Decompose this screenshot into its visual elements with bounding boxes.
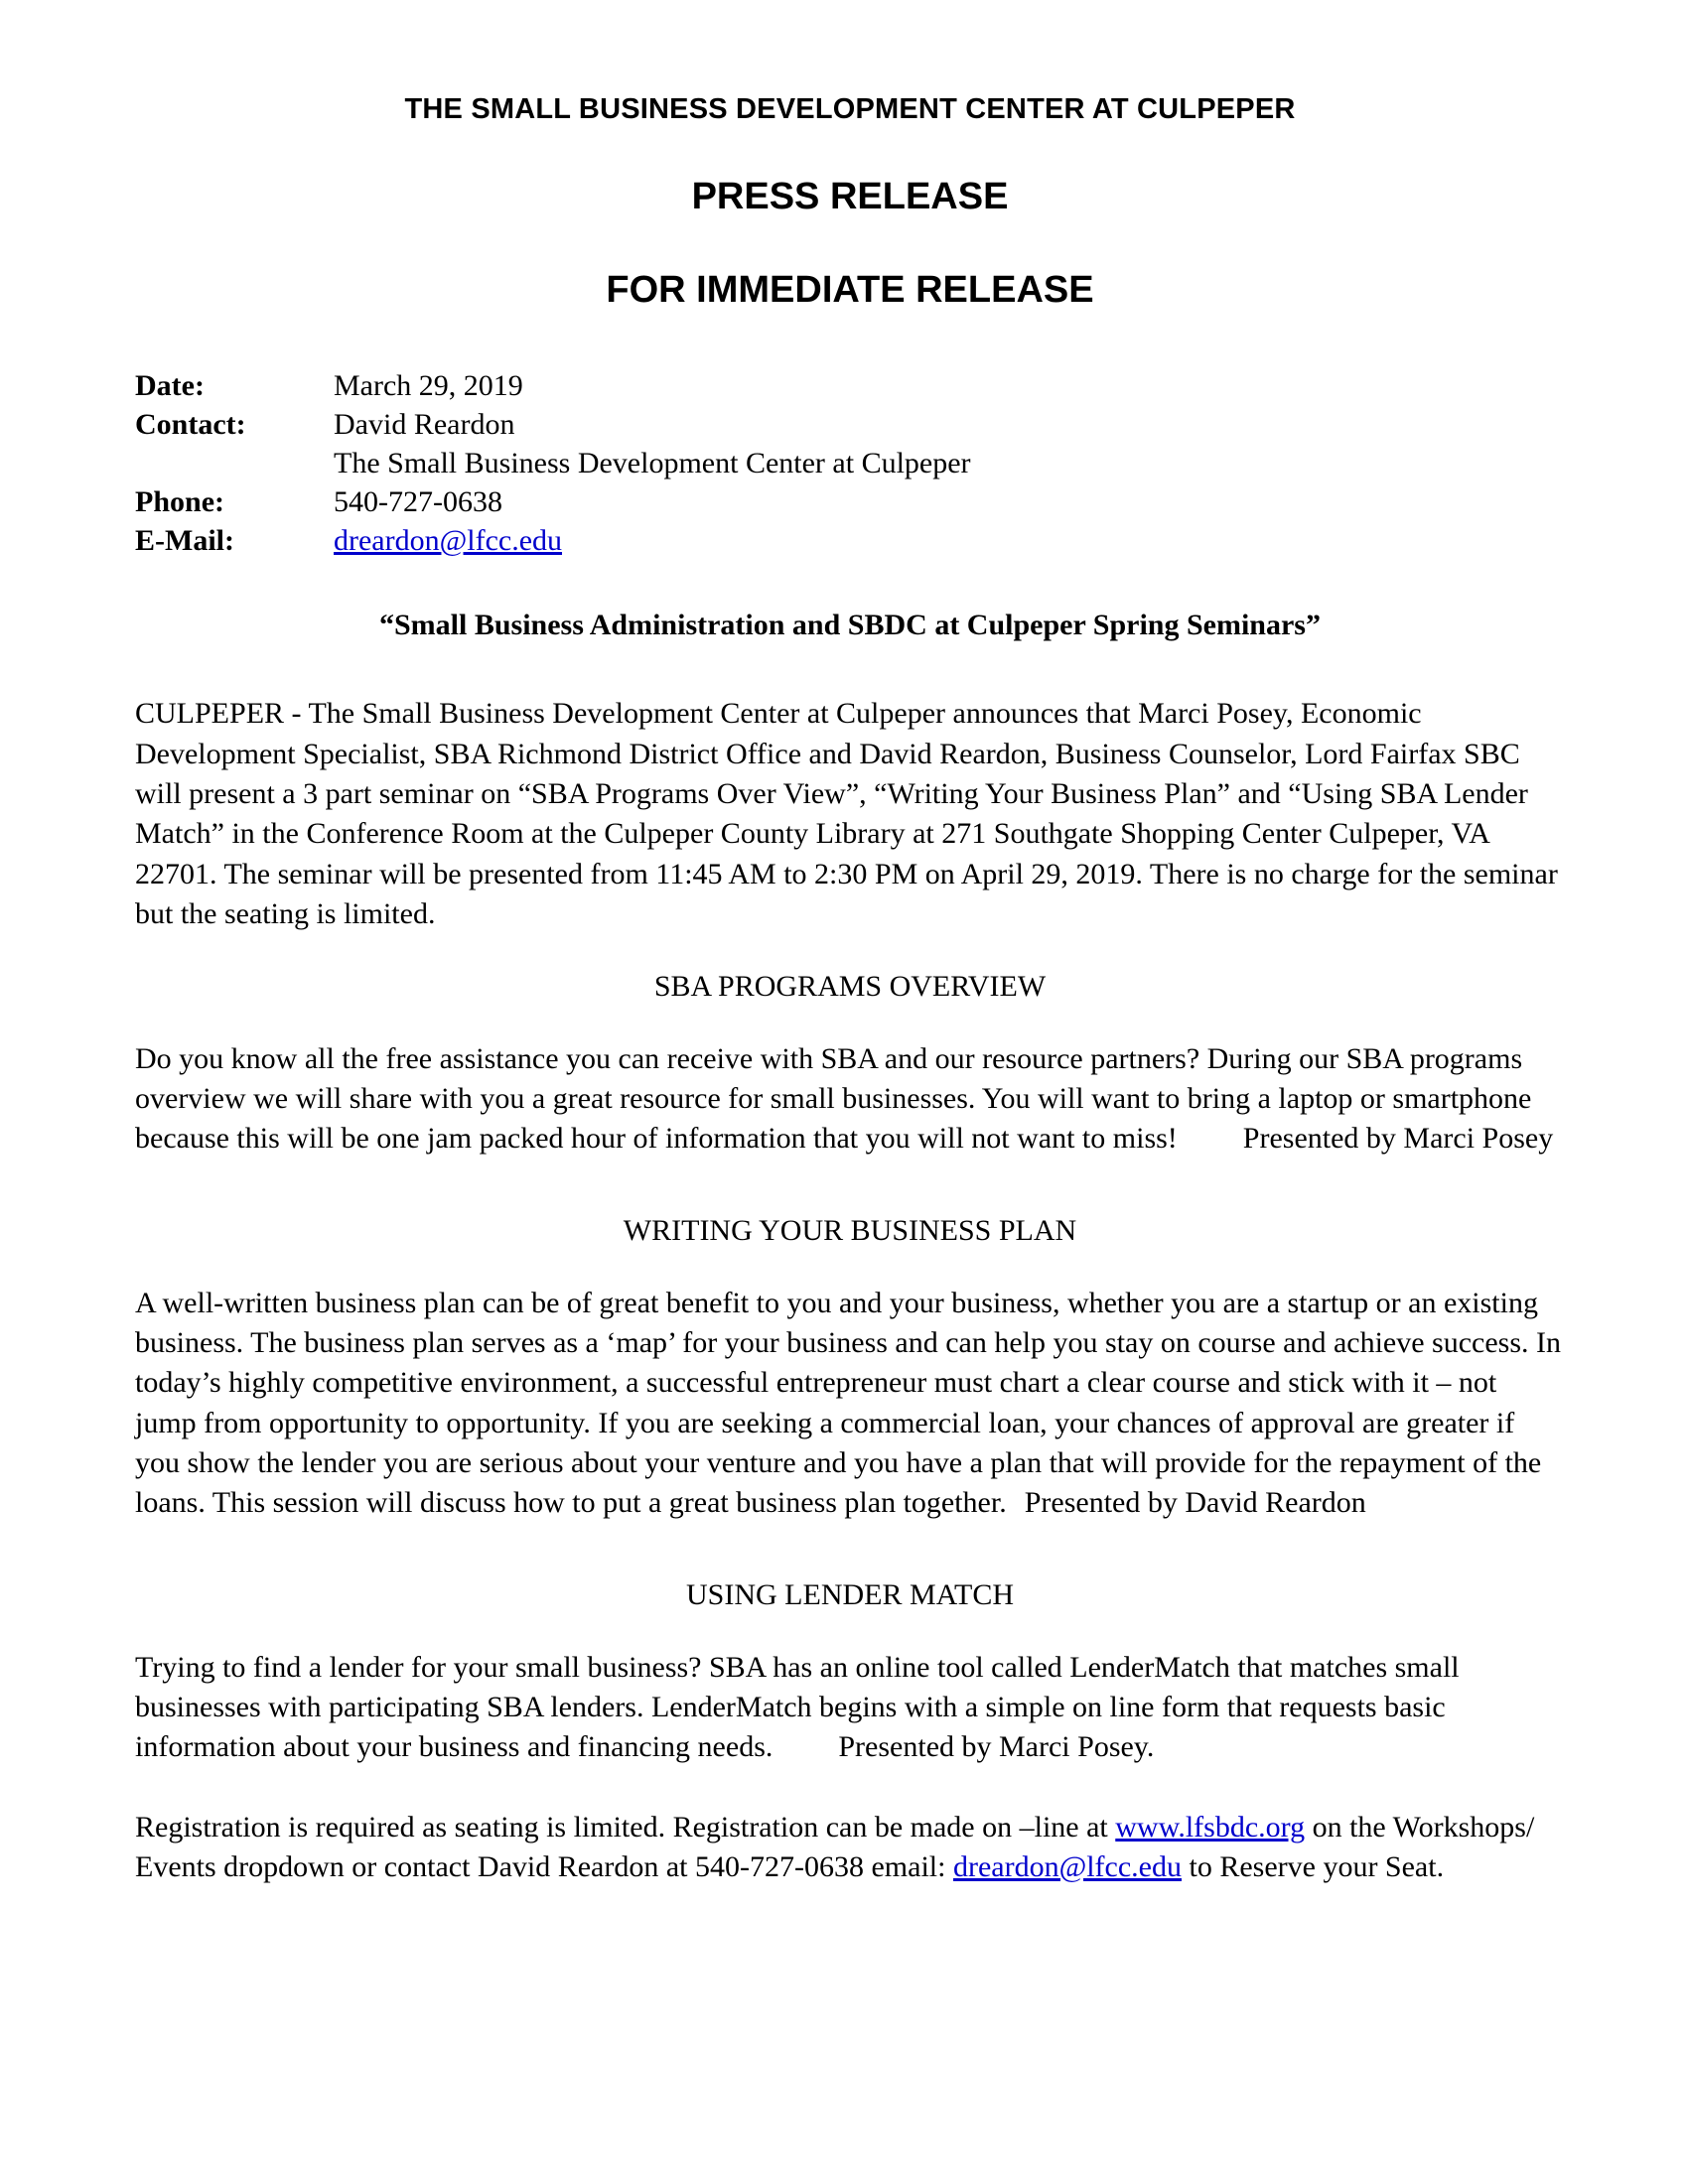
- registration-text-part3: to Reserve your Seat.: [1189, 1849, 1445, 1883]
- immediate-release-notice: FOR IMMEDIATE RELEASE: [606, 268, 1094, 311]
- section-0-text: Do you know all the free assistance you can receive with SBA and our resource partners? During our SBA programs overview we will share with you a great resource for small businesses. You will want to bring a laptop or smartphone because this will be one jam packed hour of information that you will not want to miss!: [135, 1041, 1532, 1156]
- section-paragraph-using-lender-match: [135, 1648, 1565, 1768]
- section-heading-sba-programs-overview: SBA PROGRAMS OVERVIEW: [653, 969, 1047, 1003]
- date-value: March 29, 2019: [334, 369, 523, 403]
- contact-row-date: [135, 366, 1565, 405]
- spacer-before-registration: [135, 1768, 1565, 1808]
- contact-org-value: The Small Business Development Center at Culpeper: [334, 447, 971, 480]
- website-link[interactable]: www.lfsbdc.org: [1115, 1810, 1306, 1843]
- email-link[interactable]: dreardon@lfcc.edu: [334, 524, 563, 558]
- seminar-subtitle: “Small Business Administration and SBDC at Culpeper Spring Seminars”: [379, 609, 1321, 642]
- registration-email-link[interactable]: dreardon@lfcc.edu: [952, 1849, 1182, 1883]
- phone-value: 540-727-0638: [334, 485, 502, 519]
- date-label: Date:: [135, 369, 205, 403]
- contact-row-contact: [135, 405, 1565, 444]
- section-paragraph-sba-programs-overview: [135, 1039, 1565, 1160]
- phone-label: Phone:: [135, 485, 224, 519]
- section-heading-using-lender-match: USING LENDER MATCH: [686, 1577, 1014, 1611]
- organization-header: THE SMALL BUSINESS DEVELOPMENT CENTER AT CULPEPER: [404, 93, 1296, 125]
- contact-name-value: David Reardon: [334, 408, 515, 442]
- section-paragraph-writing-your-business-plan: [135, 1284, 1565, 1524]
- lead-paragraph: CULPEPER - The Small Business Development Center at Culpeper announces that Marci Posey, Economic Development Specialist, SBA Richmond District Office and David Reardon, Business Counselor, Lord Fairfax SBC will present a 3 part seminar on “SBA Programs Over View”, “Writing Your Business Plan” and “Using SBA Lender Match” in the Conference Room at the Culpeper County Library at 271 Southgate Shopping Center Culpeper, VA 22701. The seminar will be presented from 11:45 AM to 2:30 PM on April 29, 2019. There is no charge for the seminar but the seating is limited.: [135, 697, 1558, 931]
- section-2-presenter: Presented by Marci Posey.: [838, 1730, 1155, 1764]
- contact-label: Contact:: [135, 408, 246, 442]
- contact-row-phone: [135, 482, 1565, 521]
- contact-block: [135, 366, 1565, 560]
- document-content: [135, 91, 1565, 1919]
- press-release-title: PRESS RELEASE: [691, 176, 1009, 218]
- section-2-text: Trying to find a lender for your small business? SBA has an online tool called LenderMatch that matches small businesses with participating SBA lenders. LenderMatch begins with a simple on line form that requests basic information about your business and financing needs.: [135, 1650, 1460, 1764]
- section-1-text: A well-written business plan can be of great benefit to you and your business, whether you are a startup or an existing business. The business plan serves as a ‘map’ for your business and can help you stay on course and achieve success. In today’s highly competitive environment, a successful entrepreneur must chart a clear course and stick with it – not jump from opportunity to opportunity. If you are seeking a commercial loan, your chances of approval are greater if you show the lender you are serious about your venture and you have a plan that will provide for the repayment of the loans. This session will discuss how to put a great business plan together.: [135, 1286, 1562, 1520]
- registration-text-part1: Registration is required as seating is limited. Registration can be made on –line at: [135, 1810, 1116, 1843]
- registration-paragraph: [135, 1808, 1565, 1888]
- section-0-presenter: Presented by Marci Posey: [1242, 1122, 1554, 1156]
- email-label: E-Mail:: [135, 524, 234, 558]
- contact-row-organization: [135, 444, 1565, 482]
- contact-row-email: [135, 521, 1565, 560]
- section-heading-writing-your-business-plan: WRITING YOUR BUSINESS PLAN: [623, 1213, 1077, 1247]
- registration-text-part2: on the Workshops/ Events dropdown or contact David Reardon at 540-727-0638 email:: [135, 1810, 1535, 1883]
- section-1-presenter: Presented by David Reardon: [1024, 1486, 1366, 1520]
